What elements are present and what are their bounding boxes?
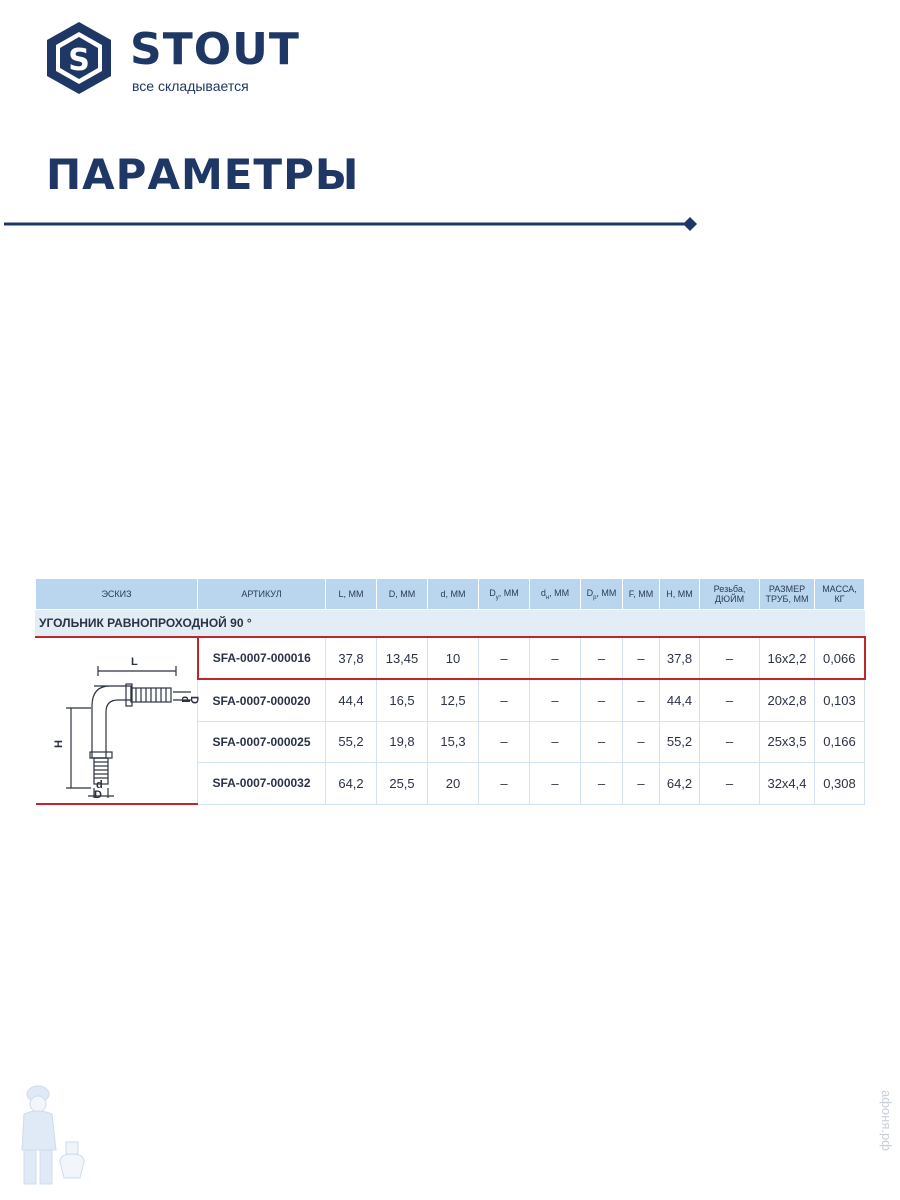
header-Dp: $D_р$, ММ	[581, 579, 623, 610]
plumber-mascot-icon	[8, 1080, 88, 1192]
title-divider	[4, 214, 704, 234]
header-F: F, ММ	[623, 579, 660, 610]
row-thread: –	[700, 763, 760, 804]
row-size: 20х2,8	[760, 679, 815, 721]
svg-text:S: S	[68, 43, 90, 78]
header-d: d, ММ	[428, 579, 479, 610]
stout-hexagon-icon	[44, 20, 114, 96]
row-d: 10	[428, 637, 479, 679]
watermark-text: афоня.рф	[879, 1090, 894, 1151]
row-L: 55,2	[326, 721, 377, 762]
table-row	[36, 637, 865, 679]
row-mass: 0,103	[815, 679, 865, 721]
row-thread: –	[700, 637, 760, 679]
row-H: 64,2	[660, 763, 700, 804]
row-mass: 0,066	[815, 637, 865, 679]
row-F: –	[623, 721, 660, 762]
row-D: 13,45	[377, 637, 428, 679]
row-d: 12,5	[428, 679, 479, 721]
header-sketch: ЭСКИЗ	[36, 579, 198, 610]
brand-slogan: все складывается	[132, 78, 249, 94]
row-size: 25х3,5	[760, 721, 815, 762]
row-D: 19,8	[377, 721, 428, 762]
section-row	[36, 610, 865, 638]
row-Dy: –	[479, 637, 530, 679]
header-thread: Резьба, ДЮЙМ	[700, 579, 760, 610]
header-H: H, ММ	[660, 579, 700, 610]
row-size: 16х2,2	[760, 637, 815, 679]
row-Dp: –	[581, 721, 623, 762]
sketch-label-D-bottom: D	[94, 789, 102, 801]
page-title: ПАРАМЕТРЫ	[46, 150, 360, 199]
row-D: 16,5	[377, 679, 428, 721]
row-Dp: –	[581, 637, 623, 679]
stout-logo	[44, 20, 300, 100]
brand-name: STOUT	[130, 24, 300, 75]
row-Dy: –	[479, 679, 530, 721]
row-D: 25,5	[377, 763, 428, 804]
row-H: 55,2	[660, 721, 700, 762]
header-size: РАЗМЕР ТРУБ, ММ	[760, 579, 815, 610]
row-dn: –	[530, 637, 581, 679]
row-article: SFA-0007-000032	[198, 763, 326, 804]
row-article: SFA-0007-000016	[198, 637, 326, 679]
row-L: 37,8	[326, 637, 377, 679]
row-thread: –	[700, 679, 760, 721]
row-d: 15,3	[428, 721, 479, 762]
row-dn: –	[530, 763, 581, 804]
header-L: L, ММ	[326, 579, 377, 610]
sketch-label-L: L	[131, 656, 138, 668]
row-F: –	[623, 637, 660, 679]
row-F: –	[623, 679, 660, 721]
row-L: 64,2	[326, 763, 377, 804]
row-Dy: –	[479, 763, 530, 804]
parameters-table	[35, 578, 864, 805]
row-article: SFA-0007-000020	[198, 679, 326, 721]
row-mass: 0,166	[815, 721, 865, 762]
section-title: УГОЛЬНИК РАВНОПРОХОДНОЙ 90 °	[36, 610, 865, 638]
header-dn: $d_н$, ММ	[530, 579, 581, 610]
row-d: 20	[428, 763, 479, 804]
row-F: –	[623, 763, 660, 804]
row-Dy: –	[479, 721, 530, 762]
row-size: 32х4,4	[760, 763, 815, 804]
sketch-label-D: D	[188, 696, 200, 704]
elbow-fitting-drawing-icon	[36, 638, 200, 801]
row-L: 44,4	[326, 679, 377, 721]
row-Dp: –	[581, 679, 623, 721]
row-H: 37,8	[660, 637, 700, 679]
row-Dp: –	[581, 763, 623, 804]
elbow-sketch	[36, 637, 198, 804]
header-D: D, ММ	[377, 579, 428, 610]
row-thread: –	[700, 721, 760, 762]
sketch-label-d-bottom: d	[96, 779, 103, 791]
row-dn: –	[530, 721, 581, 762]
header-mass: МАССА, КГ	[815, 579, 865, 610]
row-dn: –	[530, 679, 581, 721]
sketch-label-H: H	[53, 740, 65, 748]
header-Dy: $D_у$, ММ	[479, 579, 530, 610]
row-article: SFA-0007-000025	[198, 721, 326, 762]
row-mass: 0,308	[815, 763, 865, 804]
sketch-label-d: d	[179, 696, 191, 703]
header-article: АРТИКУЛ	[198, 579, 326, 610]
table-header-row	[36, 579, 865, 610]
row-H: 44,4	[660, 679, 700, 721]
